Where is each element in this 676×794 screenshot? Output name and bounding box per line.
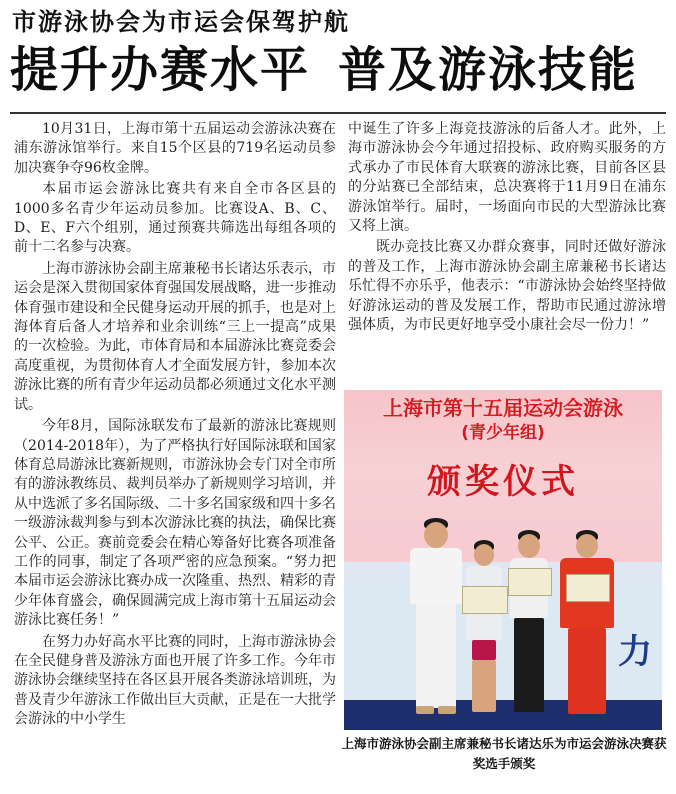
banner-title: 上海市第十五届运动会游泳 xyxy=(383,396,623,420)
athlete-figure xyxy=(506,530,552,720)
paragraph: 10月31日，上海市第十五届运动会游泳决赛在浦东游泳馆举行。来自15个区县的719名运动员参加决赛争夺96枚金牌。 xyxy=(14,121,336,176)
banner-ceremony-text: 颁奖仪式 xyxy=(427,462,579,502)
paragraph: 既办竞技比赛又办群众赛事，同时还做好游泳的普及工作，上海市游泳协会副主席兼秘书长诸达乐忙得不亦乐乎，他表示：“市游泳协会始终坚持做好游泳运动的普及发展工作，帮助市民通过游泳增强体质，为市民更好地享受小康社会尽一份力！” xyxy=(348,239,666,334)
award-certificate xyxy=(566,574,610,602)
award-certificate xyxy=(508,568,552,596)
photo-caption: 上海市游泳协会副主席兼秘书长诸达乐为市运会游泳决赛获奖选手颁奖 xyxy=(341,736,667,771)
official-figure xyxy=(406,518,466,718)
paragraph: 本届市运会游泳比赛共有来自全市各区县的1000多名青少年运动员参加。比赛设A、B、C、D、E、F六个组别，通过预赛共筛选出每组各项的前十二名参与决赛。 xyxy=(14,181,336,256)
main-headline xyxy=(10,40,670,100)
headline-rule xyxy=(10,112,666,114)
backdrop-glyph: 力 xyxy=(618,632,652,672)
athlete-figure xyxy=(462,540,506,720)
award-ceremony-photo xyxy=(344,390,662,730)
kicker-headline: 市游泳协会为市运会保驾护航 xyxy=(12,8,350,36)
paragraph: 中诞生了许多上海竞技游泳的后备人才。此外，上海市游泳协会今年通过招投标、政府购买服务的方式承办了市民体育大联赛的游泳比赛，目前各区县的分站赛已全部结束，总决赛将于11月9日在浦东游泳馆举行。届时，一场面向市民的大型游泳比赛又将上演。 xyxy=(348,121,666,235)
paragraph: 今年8月，国际泳联发布了最新的游泳比赛规则（2014-2018年），为了严格执行好国际泳联和国家体育总局游泳比赛新规则，市游泳协会专门对全市所有的游泳教练员、裁判员举办了新规则学习培训，并从中选派了多名国际级、二十多名国家级和四十多名一级游泳裁判参与到本次游泳比赛的执法，确保比赛公平、公正。赛前竞委会在精心筹备好比赛各项准备工作的同事，制定了各项严密的应急预案。“努力把本届市运会游泳比赛办成一次隆重、热烈、精彩的青少年体育盛会，确保圆满完成上海市第十五届运动会游泳比赛任务！” xyxy=(14,418,336,629)
article-column-left xyxy=(14,120,336,732)
paragraph: 上海市游泳协会副主席兼秘书长诸达乐表示，市运会是深入贯彻国家体育强国发展战略，进一步推动体育强市建设和全民健身运动开展的抓手，也是对上海体育后备人才培养和业余训练“三上一提高”成果的一次检验。为此，市体育局和本届游泳比赛竞委会高度重视，为贯彻体育人才全面发展方针，参加本次游泳比赛的所有青少年运动员都必须通过文化水平测试。 xyxy=(14,260,336,413)
athlete-figure xyxy=(558,530,616,720)
paragraph: 在努力办好高水平比赛的同时，上海市游泳协会在全民健身普及游泳方面也开展了许多工作。今年市游泳协会继续坚持在各区县开展各类游泳培训班，为普及青少年游泳工作做出巨大贡献，正是在一大批学会游泳的中小学生 xyxy=(14,633,336,728)
award-certificate xyxy=(462,586,508,614)
article-column-right xyxy=(348,120,666,337)
headline-part-2: 普及游泳技能 xyxy=(338,42,639,98)
headline-part-1: 提升办赛水平 xyxy=(10,42,311,98)
banner-subtitle: (青少年组) xyxy=(461,423,545,443)
